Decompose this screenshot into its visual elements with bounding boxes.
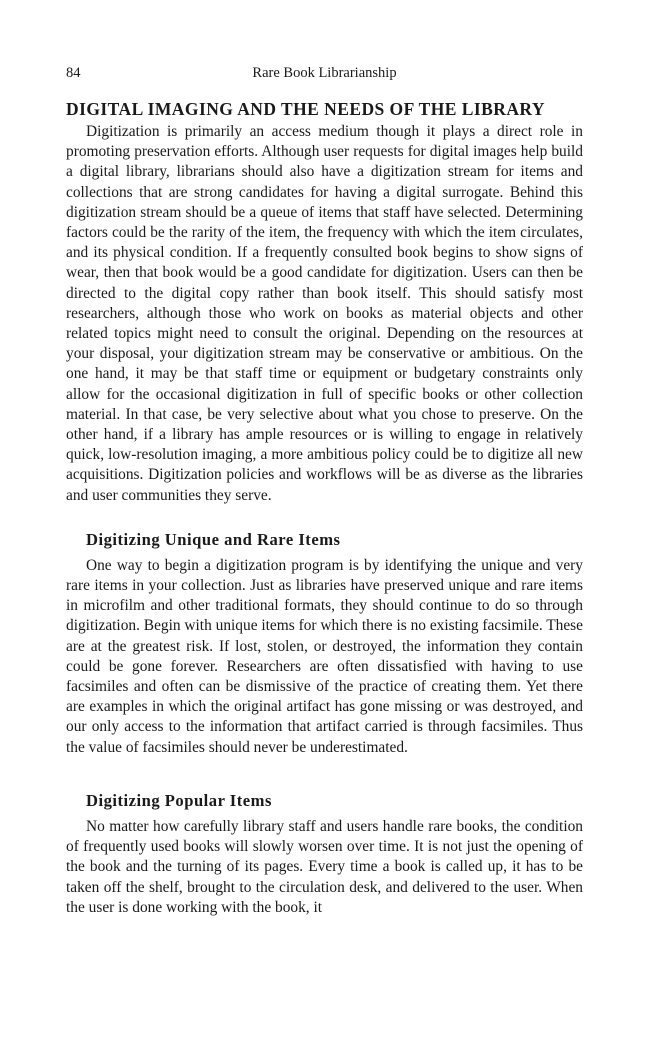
section-heading-unique-rare-items: Digitizing Unique and Rare Items [86,529,341,549]
section-paragraph-unique-rare-items: One way to begin a digitization program is by identifying the unique and very rare items in your collection. Just as libraries have preserved unique and rare items in microfilm and other traditional formats, they should continue to do so through digitization. Begin with unique items for which there is no existing facsimile. These are at the greatest risk. If lost, stolen, or destroyed, the information they contain could be gone forever. Researchers are often dissatisfied with having to use facsimiles and often can be dismissive of the practice of creating them. Yet there are examples in which the original artifact has gone missing or was destroyed, and our only access to the information that artifact carried is through facsimiles. Thus the value of facsimiles should never be underestimated. [66,556,583,756]
chapter-heading: DIGITAL IMAGING AND THE NEEDS OF THE LIBRARY [66,99,545,119]
book-page [66,62,583,918]
section-heading-popular-items: Digitizing Popular Items [86,790,272,810]
book-title: Rare Book Librarianship [252,65,397,81]
chapter-paragraph: Digitization is primarily an access medium though it plays a direct role in promoting preservation efforts. Although user requests for digital images help build a digital library, librarians should also have a digitization stream for items and collections that are strong candidates for having a digital surrogate. Behind this digitization stream should be a queue of items that staff have selected. Determining factors could be the rarity of the item, the frequency with which the item circulates, and its physical condition. If a frequently consulted book begins to show signs of wear, then that book would be a good candidate for digitization. Users can then be directed to the digital copy rather than book itself. This should satisfy most researchers, although those who work on books as material objects and other related topics might need to consult the original. Depending on the resources at your disposal, your digitization stream may be conservative or ambitious. On the one hand, it may be that staff time or equipment or budgetary constraints only allow for the occasional digitization in full of specific books or other collection material. In that case, be very selective about what you chose to preserve. On the other hand, if a library has ample resources or is willing to engage in relatively quick, low-resolution imaging, a more ambitious policy could be to digitize all new acquisitions. Digitization policies and workflows will be as diverse as the libraries and user communities they serve. [66,123,583,504]
section-paragraph-popular-items: No matter how carefully library staff and users handle rare books, the condition of frequently used books will slowly worsen over time. It is not just the opening of the book and the turning of its pages. Every time a book is called up, it has to be taken off the shelf, brought to the circulation desk, and delivered to the user. When the user is done working with the book, it [66,817,583,916]
running-head [66,62,583,84]
page-number: 84 [66,65,81,81]
